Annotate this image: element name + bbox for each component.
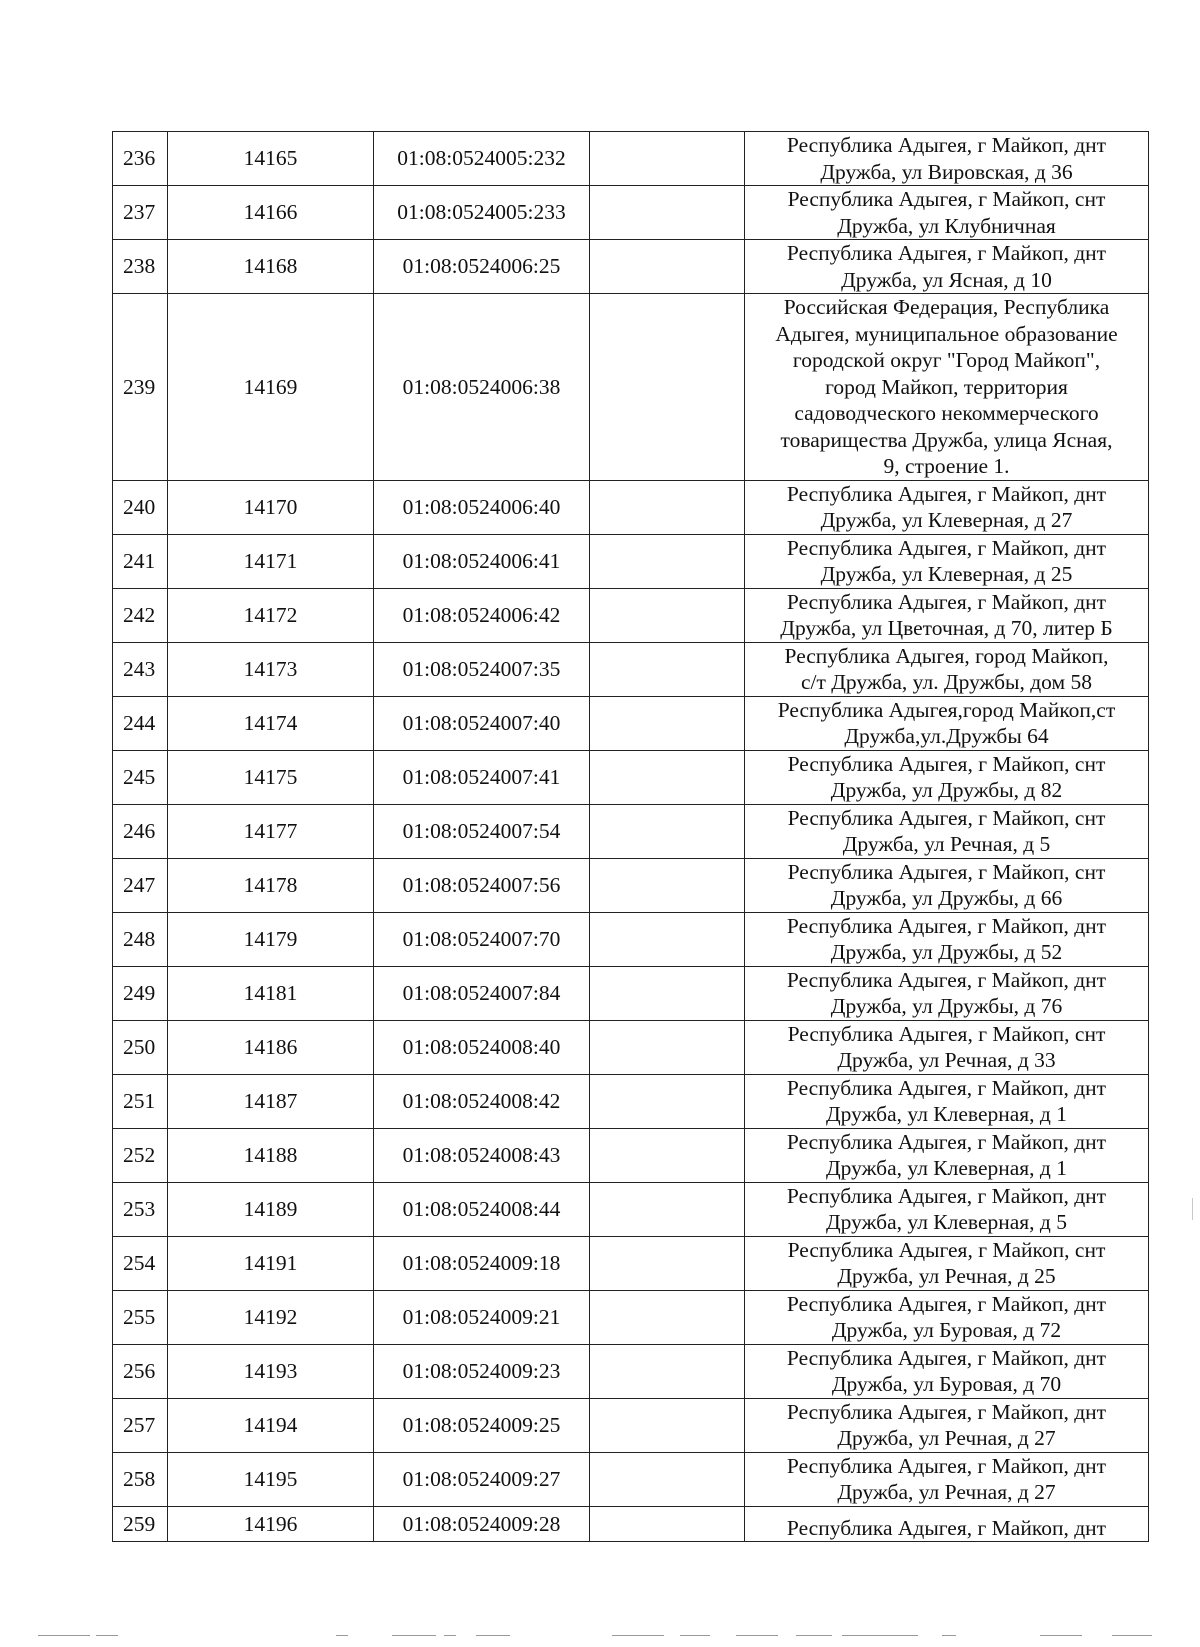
address-cell (745, 1128, 1149, 1182)
table-row (113, 804, 1149, 858)
cadastral-number-cell: 01:08:0524007:40 (374, 696, 590, 750)
address-line: товарищества Дружба, улица Ясная, (780, 427, 1113, 452)
table-row (113, 1344, 1149, 1398)
empty-cell (590, 858, 745, 912)
empty-cell (590, 1020, 745, 1074)
table-row (113, 186, 1149, 240)
object-id-cell: 14192 (168, 1290, 374, 1344)
object-id-cell: 14168 (168, 240, 374, 294)
row-number-cell: 254 (113, 1236, 168, 1290)
cadastral-number-cell: 01:08:0524007:41 (374, 750, 590, 804)
address-line: Республика Адыгея, г Майкоп, днт (786, 133, 1107, 157)
cadastral-number-cell: 01:08:0524009:23 (374, 1344, 590, 1398)
cadastral-number-cell: 01:08:0524006:42 (374, 588, 590, 642)
address-line: Республика Адыгея,город Майкоп,ст (777, 697, 1116, 722)
address-line: городской округ "Город Майкоп", (792, 348, 1101, 372)
cadastral-number-cell: 01:08:0524009:18 (374, 1236, 590, 1290)
table-row (113, 240, 1149, 294)
empty-cell (590, 642, 745, 696)
cadastral-number-cell: 01:08:0524009:27 (374, 1452, 590, 1506)
table-row (113, 642, 1149, 696)
table-row (113, 294, 1149, 481)
object-id-cell: 14172 (168, 588, 374, 642)
address-line: Республика Адыгея, г Майкоп, днт (786, 967, 1107, 992)
cadastral-number-cell: 01:08:0524008:43 (374, 1128, 590, 1182)
address-cell (745, 1020, 1149, 1074)
cadastral-number-cell: 01:08:0524006:25 (374, 240, 590, 294)
scan-edge-artifacts (0, 1632, 1200, 1640)
address-line: Республика Адыгея, г Майкоп, снт (787, 859, 1106, 884)
empty-cell (590, 534, 745, 588)
cadastral-number-cell: 01:08:0524008:42 (374, 1074, 590, 1128)
object-id-cell: 14178 (168, 858, 374, 912)
object-id-cell: 14171 (168, 534, 374, 588)
object-id-cell: 14177 (168, 804, 374, 858)
table-row (113, 132, 1149, 186)
row-number-cell: 259 (113, 1506, 168, 1542)
table-row (113, 1506, 1149, 1542)
empty-cell (590, 1182, 745, 1236)
table-row (113, 1020, 1149, 1074)
cadastral-number-cell: 01:08:0524009:25 (374, 1398, 590, 1452)
address-line: Дружба, ул Клубничная (837, 213, 1056, 238)
address-line: Дружба, ул Дружбы, д 82 (830, 778, 1063, 802)
table-row (113, 750, 1149, 804)
object-id-cell: 14189 (168, 1182, 374, 1236)
row-number-cell: 237 (113, 186, 168, 240)
cadastral-number-cell: 01:08:0524005:233 (374, 186, 590, 240)
address-line: Республика Адыгея, г Майкоп, днт (786, 241, 1107, 265)
cadastral-number-cell: 01:08:0524005:232 (374, 132, 590, 186)
empty-cell (590, 912, 745, 966)
object-id-cell: 14194 (168, 1398, 374, 1452)
address-line: Дружба, ул Речная, д 25 (837, 1264, 1056, 1288)
address-line: Дружба, ул Цветочная, д 70, литер Б (780, 616, 1113, 640)
row-number-cell: 247 (113, 858, 168, 912)
address-cell (745, 1236, 1149, 1290)
address-line: Республика Адыгея, г Майкоп, днт (786, 1183, 1107, 1208)
row-number-cell: 239 (113, 294, 168, 481)
row-number-cell: 252 (113, 1128, 168, 1182)
address-line: Республика Адыгея, г Майкоп, днт (786, 481, 1107, 506)
address-line: Республика Адыгея, г Майкоп, днт (786, 1129, 1107, 1154)
object-id-cell: 14196 (168, 1506, 374, 1542)
empty-cell (590, 966, 745, 1020)
address-cell (745, 1182, 1149, 1236)
cadastral-number-cell: 01:08:0524008:44 (374, 1182, 590, 1236)
row-number-cell: 257 (113, 1398, 168, 1452)
empty-cell (590, 1236, 745, 1290)
cadastral-number-cell: 01:08:0524006:41 (374, 534, 590, 588)
address-cell (745, 1506, 1149, 1542)
address-line: Республика Адыгея, город Майкоп, (784, 643, 1109, 668)
empty-cell (590, 1506, 745, 1542)
empty-cell (590, 1128, 745, 1182)
address-line: Республика Адыгея, г Майкоп, днт (786, 589, 1107, 614)
object-id-cell: 14174 (168, 696, 374, 750)
cadastral-number-cell: 01:08:0524007:54 (374, 804, 590, 858)
address-cell (745, 912, 1149, 966)
address-line: Дружба, ул Дружбы, д 66 (830, 886, 1063, 910)
address-line: Республика Адыгея, г Майкоп, днт (786, 1453, 1107, 1478)
address-line: 9, строение 1. (883, 454, 1010, 478)
address-line: Республика Адыгея, г Майкоп, днт (786, 1345, 1107, 1370)
table-body (113, 132, 1149, 1542)
address-line: Республика Адыгея, г Майкоп, днт (786, 1291, 1107, 1316)
row-number-cell: 244 (113, 696, 168, 750)
address-line: Дружба, ул Ясная, д 10 (841, 267, 1052, 292)
address-line: Республика Адыгея, г Майкоп, днт (786, 535, 1107, 560)
address-cell (745, 966, 1149, 1020)
address-cell (745, 1344, 1149, 1398)
row-number-cell: 240 (113, 480, 168, 534)
row-number-cell: 255 (113, 1290, 168, 1344)
object-id-cell: 14170 (168, 480, 374, 534)
row-number-cell: 253 (113, 1182, 168, 1236)
object-id-cell: 14188 (168, 1128, 374, 1182)
cadastral-number-cell: 01:08:0524006:40 (374, 480, 590, 534)
cadastral-number-cell: 01:08:0524009:28 (374, 1506, 590, 1542)
address-line: Дружба, ул Клеверная, д 27 (820, 508, 1073, 532)
table-row (113, 1074, 1149, 1128)
cadastral-number-cell: 01:08:0524007:35 (374, 642, 590, 696)
address-cell (745, 1074, 1149, 1128)
address-cell (745, 642, 1149, 696)
empty-cell (590, 696, 745, 750)
row-number-cell: 238 (113, 240, 168, 294)
address-line: Дружба, ул Речная, д 27 (837, 1480, 1056, 1504)
row-number-cell: 250 (113, 1020, 168, 1074)
object-id-cell: 14175 (168, 750, 374, 804)
address-line: Дружба, ул Вировская, д 36 (820, 159, 1073, 184)
table-row (113, 1128, 1149, 1182)
address-cell (745, 1452, 1149, 1506)
object-id-cell: 14193 (168, 1344, 374, 1398)
object-id-cell: 14186 (168, 1020, 374, 1074)
address-line: Республика Адыгея, г Майкоп, снт (787, 751, 1106, 776)
row-number-cell: 248 (113, 912, 168, 966)
address-cell (745, 858, 1149, 912)
table-row (113, 1452, 1149, 1506)
row-number-cell: 256 (113, 1344, 168, 1398)
address-cell (745, 696, 1149, 750)
row-number-cell: 236 (113, 132, 168, 186)
address-line: Дружба, ул Буровая, д 70 (831, 1372, 1062, 1396)
row-number-cell: 243 (113, 642, 168, 696)
row-number-cell: 241 (113, 534, 168, 588)
address-line: Дружба, ул Дружбы, д 52 (830, 940, 1063, 964)
empty-cell (590, 588, 745, 642)
row-number-cell: 249 (113, 966, 168, 1020)
address-line: Республика Адыгея, г Майкоп, снт (787, 1021, 1106, 1046)
empty-cell (590, 294, 745, 481)
empty-cell (590, 1398, 745, 1452)
address-line: с/т Дружба, ул. Дружбы, дом 58 (800, 670, 1093, 694)
object-id-cell: 14169 (168, 294, 374, 481)
address-line: Дружба, ул Клеверная, д 25 (820, 562, 1073, 586)
address-cell (745, 750, 1149, 804)
address-line: Дружба,ул.Дружбы 64 (844, 724, 1049, 748)
address-line: город Майкоп, территория (825, 374, 1068, 399)
address-line: Республика Адыгея, г Майкоп, днт (786, 913, 1107, 938)
table-row (113, 588, 1149, 642)
empty-cell (590, 1344, 745, 1398)
address-line: Республика Адыгея, г Майкоп, снт (787, 1237, 1106, 1262)
object-id-cell: 14173 (168, 642, 374, 696)
address-line: Дружба, ул Клеверная, д 1 (826, 1102, 1067, 1126)
address-line: Дружба, ул Речная, д 5 (842, 832, 1051, 856)
address-cell (745, 132, 1149, 186)
address-line: садоводческого некоммерческого (794, 401, 1099, 425)
cadastral-number-cell: 01:08:0524007:56 (374, 858, 590, 912)
table-row (113, 966, 1149, 1020)
table-row (113, 480, 1149, 534)
table-row (113, 534, 1149, 588)
row-number-cell: 242 (113, 588, 168, 642)
object-id-cell: 14187 (168, 1074, 374, 1128)
table-row (113, 1398, 1149, 1452)
object-id-cell: 14166 (168, 186, 374, 240)
scan-edge-mark (1192, 1198, 1193, 1220)
empty-cell (590, 1290, 745, 1344)
table-row (113, 1290, 1149, 1344)
cadastral-number-cell: 01:08:0524009:21 (374, 1290, 590, 1344)
row-number-cell: 258 (113, 1452, 168, 1506)
address-cell (745, 480, 1149, 534)
address-cell (745, 240, 1149, 294)
address-line: Российская Федерация, Республика (783, 295, 1110, 319)
address-cell (745, 804, 1149, 858)
address-line: Дружба, ул Речная, д 33 (837, 1048, 1056, 1072)
address-line: Дружба, ул Клеверная, д 5 (826, 1210, 1067, 1234)
address-line: Республика Адыгея, г Майкоп, днт (786, 1075, 1107, 1100)
address-line: Дружба, ул Речная, д 27 (837, 1426, 1056, 1450)
cadastral-number-cell: 01:08:0524007:84 (374, 966, 590, 1020)
empty-cell (590, 1452, 745, 1506)
empty-cell (590, 804, 745, 858)
row-number-cell: 245 (113, 750, 168, 804)
address-line: Дружба, ул Дружбы, д 76 (830, 994, 1063, 1018)
empty-cell (590, 1074, 745, 1128)
address-cell (745, 294, 1149, 481)
object-id-cell: 14195 (168, 1452, 374, 1506)
cadastral-number-cell: 01:08:0524006:38 (374, 294, 590, 481)
address-line: Республика Адыгея, г Майкоп, днт (786, 1399, 1107, 1424)
address-line: Республика Адыгея, г Майкоп, снт (787, 187, 1106, 211)
address-line: Республика Адыгея, г Майкоп, снт (787, 805, 1106, 830)
empty-cell (590, 240, 745, 294)
cadastral-number-cell: 01:08:0524008:40 (374, 1020, 590, 1074)
address-line: Адыгея, муниципальное образование (775, 321, 1118, 346)
empty-cell (590, 480, 745, 534)
object-id-cell: 14191 (168, 1236, 374, 1290)
row-number-cell: 251 (113, 1074, 168, 1128)
address-line: Дружба, ул Буровая, д 72 (831, 1318, 1062, 1342)
cadastral-number-cell: 01:08:0524007:70 (374, 912, 590, 966)
empty-cell (590, 132, 745, 186)
empty-cell (590, 750, 745, 804)
table-row (113, 1236, 1149, 1290)
address-line: Республика Адыгея, г Майкоп, днт (786, 1515, 1107, 1540)
address-cell (745, 186, 1149, 240)
object-id-cell: 14181 (168, 966, 374, 1020)
object-id-cell: 14179 (168, 912, 374, 966)
table-row (113, 912, 1149, 966)
row-number-cell: 246 (113, 804, 168, 858)
table-row (113, 1182, 1149, 1236)
table-row (113, 696, 1149, 750)
empty-cell (590, 186, 745, 240)
address-cell (745, 1398, 1149, 1452)
object-id-cell: 14165 (168, 132, 374, 186)
address-cell (745, 1290, 1149, 1344)
land-plot-table (112, 131, 1149, 1542)
table-row (113, 858, 1149, 912)
address-cell (745, 588, 1149, 642)
address-line: Дружба, ул Клеверная, д 1 (826, 1156, 1067, 1180)
address-cell (745, 534, 1149, 588)
